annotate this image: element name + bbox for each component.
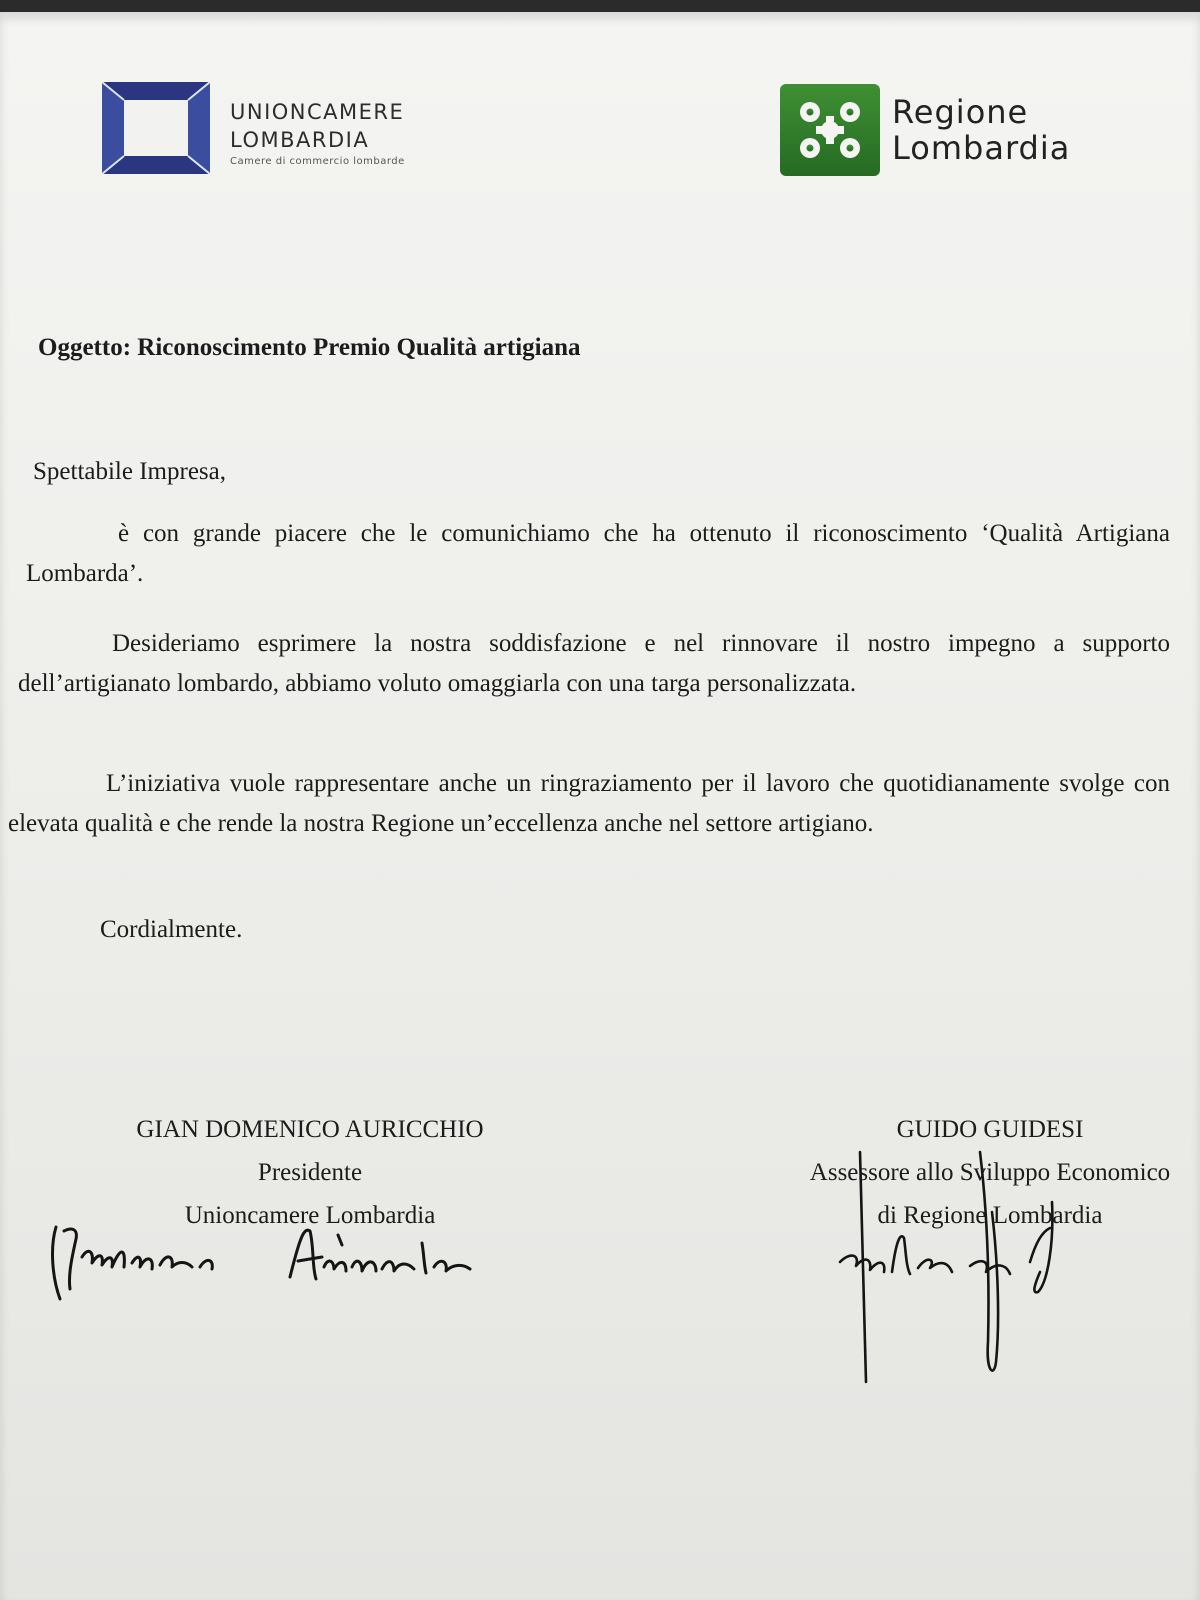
regione-rose-emblem-icon [780,84,880,176]
regione-word: Regione [892,93,1029,131]
letter-sheet [0,12,1200,1600]
handwritten-signature-left [42,1217,502,1307]
unioncamere-tagline: Camere di commercio lombarde [230,156,405,167]
unioncamere-region: LOMBARDIA [230,128,370,152]
signatory-organization: Unioncamere Lombardia [184,1202,436,1229]
letter-greeting: Spettabile Impresa, [33,458,226,485]
letter-closing: Cordialmente. [100,916,243,943]
letter-paragraph-2: Desideriamo esprimere la nostra soddisfazione e nel rinnovare il nostro impegno a supporto dell’artigianato lombardo, abbiamo voluto omaggiarla con una targa personalizzata. [18,630,1170,697]
letter-paragraph-3: L’iniziativa vuole rappresentare anche un ringraziamento per il lavoro che quotidianamente svolge con elevata qualità e che rende la nostra Regione un’eccellenza anche nel settore artigiano. [8,770,1170,837]
unioncamere-name: UNIONCAMERE [230,100,405,124]
signatory-organization: di Regione Lombardia [877,1202,1103,1229]
signatory-role: Assessore allo Sviluppo Economico [809,1159,1171,1186]
letter-paragraph-1: è con grande piacere che le comunichiamo che ha ottenuto il riconoscimento ‘Qualità Artigiana Lombarda’. [26,520,1170,587]
signatory-name: GIAN DOMENICO AURICCHIO [136,1116,484,1143]
unioncamere-logo [102,82,442,178]
signatory-role: Presidente [257,1159,363,1186]
letter-subject: Oggetto: Riconoscimento Premio Qualità artigiana [38,334,581,361]
regione-lombardia-logo [780,84,1120,180]
unioncamere-emblem-icon [102,82,210,174]
lombardia-word: Lombardia [892,129,1071,167]
handwritten-signature-right [830,1142,1090,1392]
signatory-name: GUIDO GUIDESI [896,1116,1084,1143]
